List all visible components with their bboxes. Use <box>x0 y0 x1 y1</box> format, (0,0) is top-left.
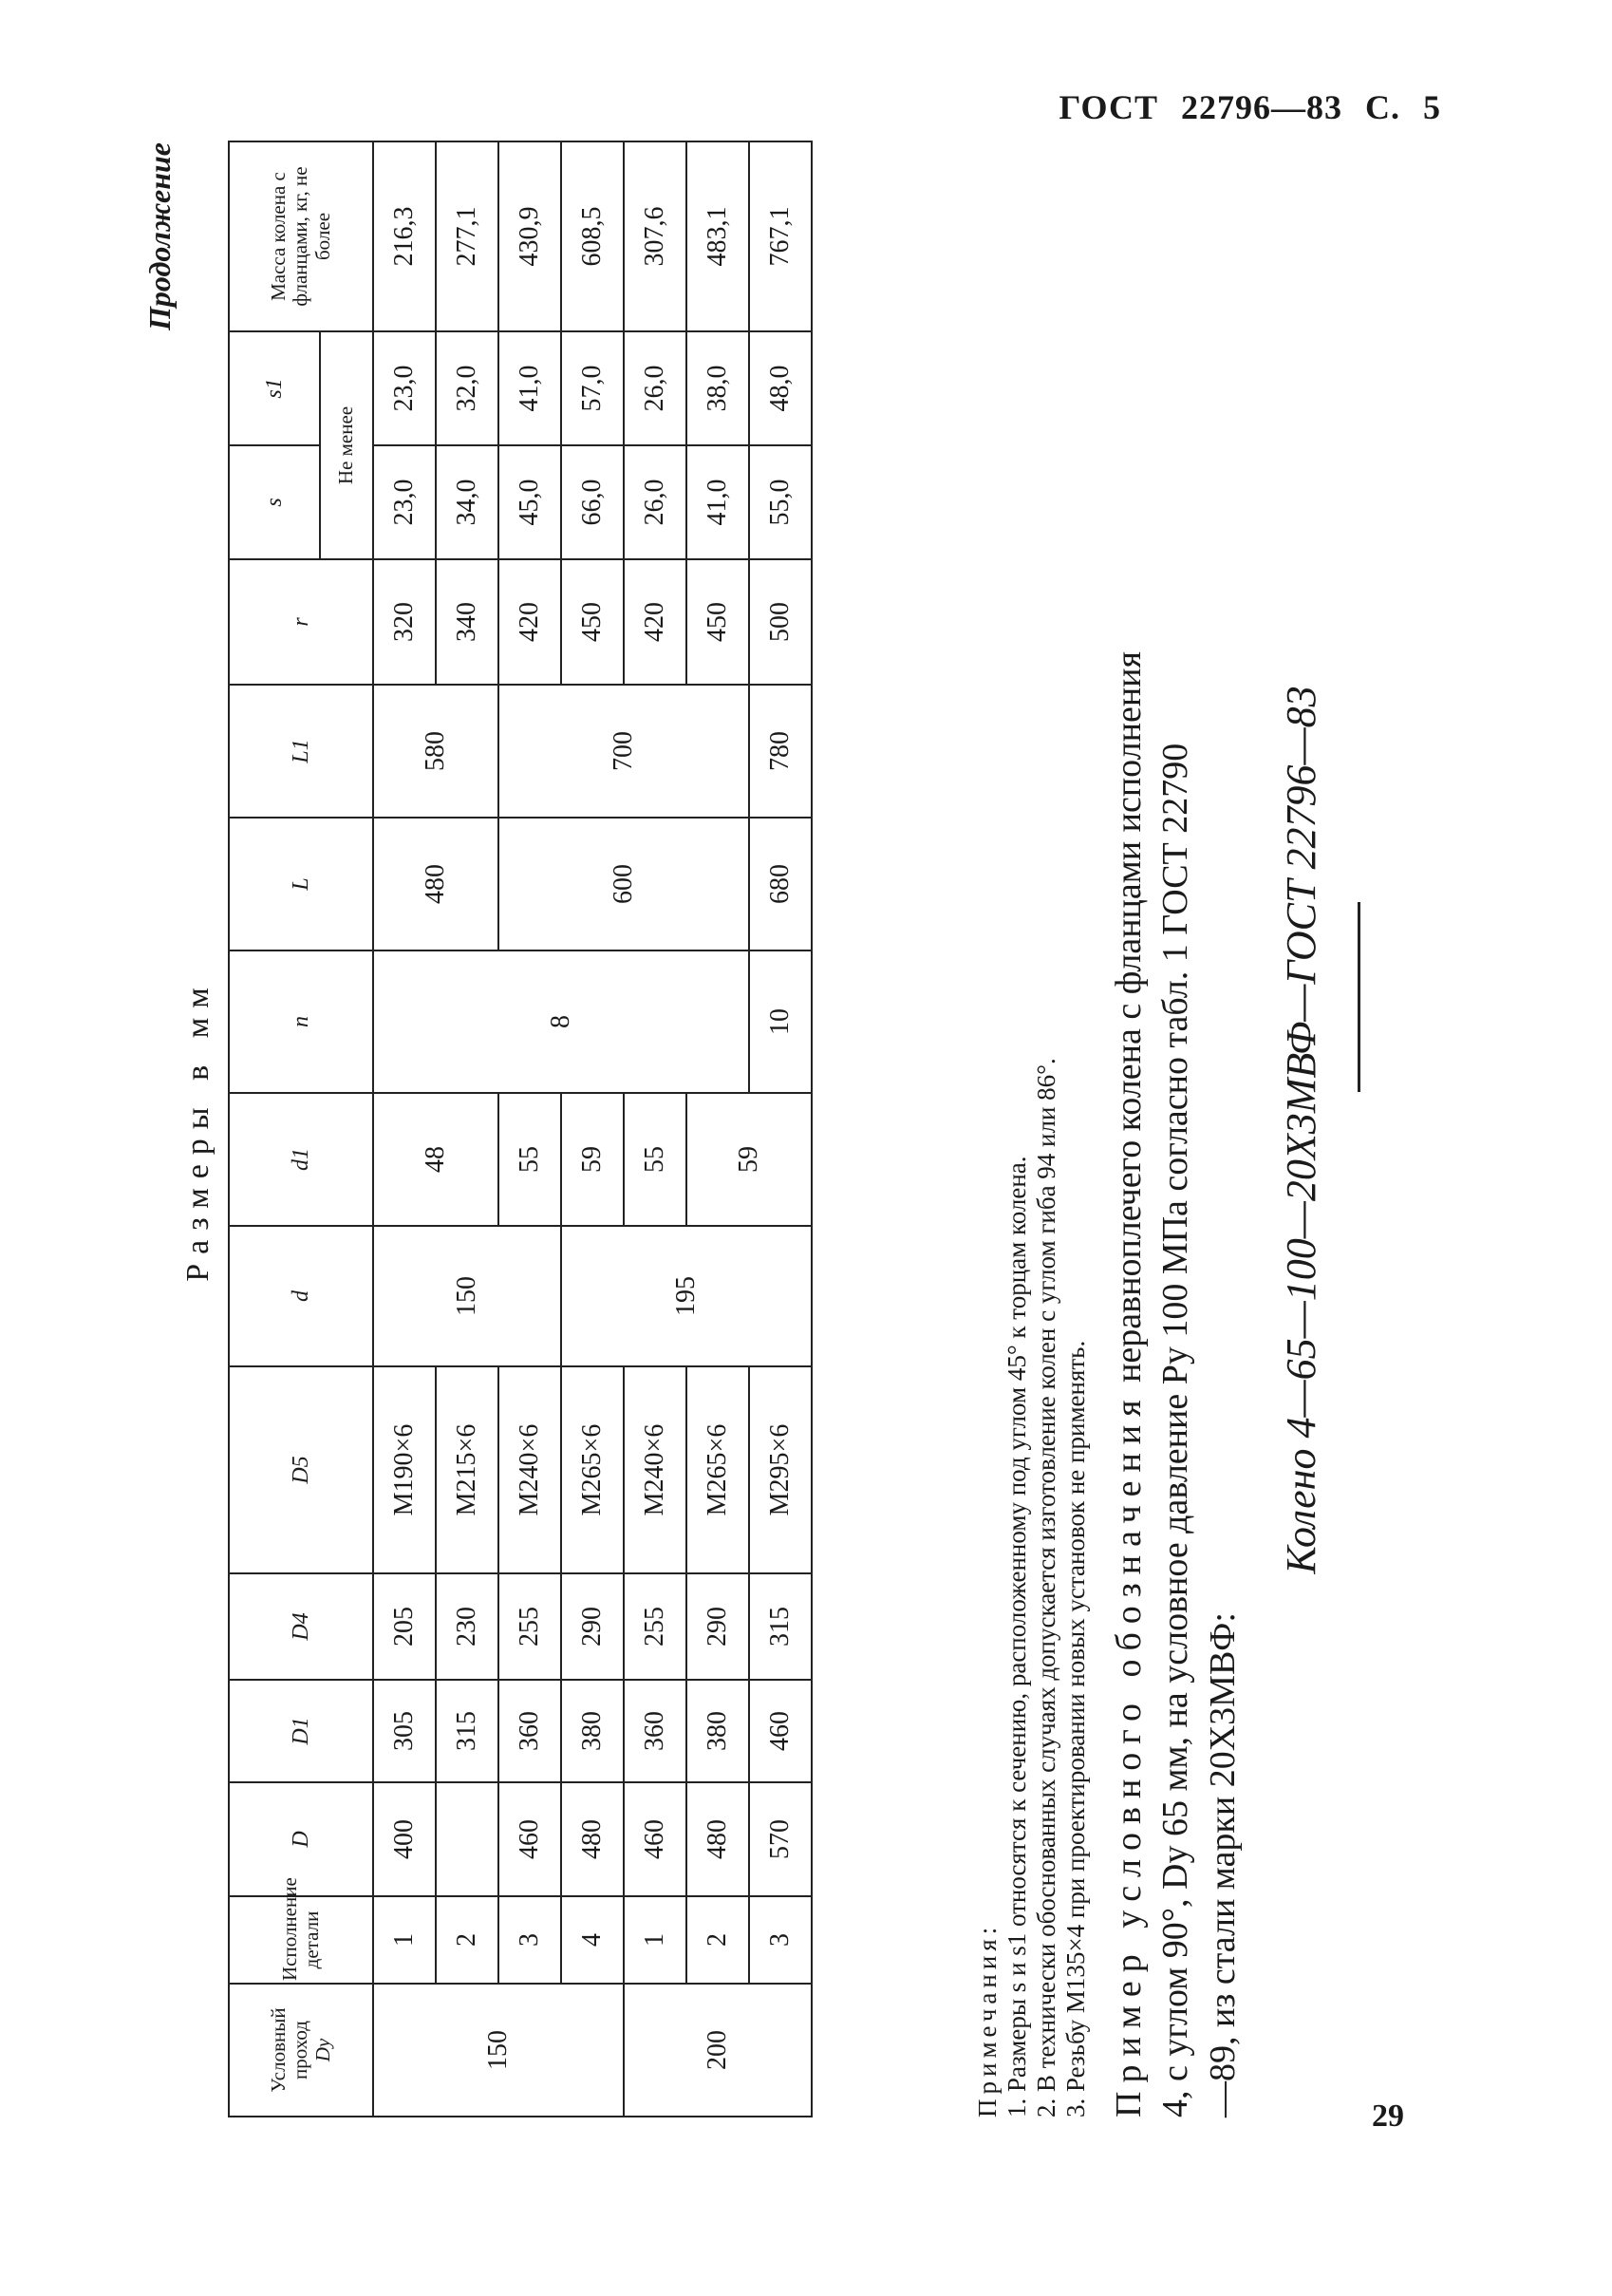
cell-dy-200: 200 <box>624 1984 812 2117</box>
cell-D1: 460 <box>749 1680 812 1782</box>
header-not-less: Не менее <box>320 331 373 559</box>
note-item: 1. Размеры s и s1 относятся к сечению, расположенному под углом 45° к торцам колена. <box>1003 1156 1032 2117</box>
cell-D5: M295×6 <box>749 1366 812 1573</box>
rotated-content <box>142 142 1405 2117</box>
cell-r: 420 <box>624 559 686 685</box>
cell-L1-580: 580 <box>373 685 498 818</box>
cell-D4: 255 <box>624 1573 686 1680</box>
cell-d1-55: 55 <box>498 1093 561 1226</box>
cell-mass: 430,9 <box>498 141 561 331</box>
cell-D5: M240×6 <box>624 1366 686 1573</box>
header-s1: s1 <box>229 331 320 445</box>
cell-n-10: 10 <box>749 950 812 1093</box>
cell-L-480: 480 <box>373 818 498 950</box>
cell-exec: 1 <box>624 1896 686 1984</box>
cell-n-8: 8 <box>373 950 749 1093</box>
cell-D4: 230 <box>436 1573 498 1680</box>
header-page: 5 <box>1423 88 1441 126</box>
header-D5: D5 <box>229 1366 373 1573</box>
continuation-label: Продолжение <box>142 142 177 330</box>
cell-s1: 38,0 <box>686 331 749 445</box>
cell-D5: M265×6 <box>561 1366 624 1573</box>
cell-mass: 307,6 <box>624 141 686 331</box>
cell-D1: 360 <box>624 1680 686 1782</box>
header-dy-label: Условный проход <box>267 2007 312 2093</box>
cell-exec: 1 <box>373 1896 436 1984</box>
dimensions-title: Размеры в мм <box>180 978 216 1282</box>
cell-D5: M240×6 <box>498 1366 561 1573</box>
cell-d-150: 150 <box>373 1226 561 1366</box>
notes-block <box>973 142 1091 2117</box>
cell-d1-59: 59 <box>561 1093 624 1226</box>
header-s: s <box>229 445 320 559</box>
cell-mass: 767,1 <box>749 141 812 331</box>
header-D1: D1 <box>229 1680 373 1782</box>
example-line-1 <box>1106 142 1153 2117</box>
cell-D4: 255 <box>498 1573 561 1680</box>
cell-r: 320 <box>373 559 436 685</box>
example-block <box>1106 142 1246 2117</box>
cell-exec: 2 <box>686 1896 749 1984</box>
note-item: 3. Резьбу M135×4 при проектировании новых установок не применять. <box>1061 1340 1091 2117</box>
cell-D: 460 <box>624 1782 686 1896</box>
cell-D4: 290 <box>561 1573 624 1680</box>
cell-dy-150: 150 <box>373 1984 624 2117</box>
header-D4: D4 <box>229 1573 373 1680</box>
page-number: 29 <box>1372 2098 1404 2134</box>
header-dy <box>229 1984 373 2117</box>
cell-D: 480 <box>561 1782 624 1896</box>
cell-D1: 380 <box>561 1680 624 1782</box>
cell-exec: 3 <box>749 1896 812 1984</box>
header-D: D <box>229 1782 373 1896</box>
table-row <box>561 141 624 2117</box>
cell-D4: 290 <box>686 1573 749 1680</box>
cell-mass: 483,1 <box>686 141 749 331</box>
cell-s: 66,0 <box>561 445 624 559</box>
cell-exec: 4 <box>561 1896 624 1984</box>
header-d: d <box>229 1226 373 1366</box>
cell-s: 23,0 <box>373 445 436 559</box>
header-L1: L1 <box>229 685 373 818</box>
cell-D1: 360 <box>498 1680 561 1782</box>
example-text-2: 4, с углом 90°, Dу 65 мм, на условное давление Pу 100 МПа согласно табл. 1 ГОСТ 22790 <box>1155 743 1196 2117</box>
cell-D1: 315 <box>436 1680 498 1782</box>
cell-s1: 41,0 <box>498 331 561 445</box>
header-page-label: С. <box>1365 88 1400 126</box>
cell-D4: 315 <box>749 1573 812 1680</box>
cell-D1: 305 <box>373 1680 436 1782</box>
divider-rule <box>1358 902 1360 1092</box>
cell-s: 34,0 <box>436 445 498 559</box>
cell-mass: 277,1 <box>436 141 498 331</box>
example-text-1: неравноплечего колена с фланцами исполнения <box>1109 651 1149 1383</box>
cell-D4: 205 <box>373 1573 436 1680</box>
cell-D: 570 <box>749 1782 812 1896</box>
cell-s1: 26,0 <box>624 331 686 445</box>
cell-s1: 23,0 <box>373 331 436 445</box>
table-row <box>686 141 749 2117</box>
cell-r: 450 <box>561 559 624 685</box>
header-standard: ГОСТ <box>1059 88 1158 126</box>
note-item: 2. В технически обоснованных случаях допускается изготовление колен с углом гиба 94 или 86°. <box>1032 1058 1061 2117</box>
cell-L-680: 680 <box>749 818 812 950</box>
table-row <box>373 141 436 2117</box>
cell-s1: 57,0 <box>561 331 624 445</box>
cell-s: 41,0 <box>686 445 749 559</box>
cell-D5: M190×6 <box>373 1366 436 1573</box>
header-L: L <box>229 818 373 950</box>
cell-D1: 380 <box>686 1680 749 1782</box>
header-d1: d1 <box>229 1093 373 1226</box>
cell-L1-780: 780 <box>749 685 812 818</box>
cell-s1: 32,0 <box>436 331 498 445</box>
cell-r: 420 <box>498 559 561 685</box>
cell-D: 400 <box>373 1782 436 1896</box>
header-execution: Исполнение детали <box>229 1896 373 1984</box>
cell-d-195: 195 <box>561 1226 812 1366</box>
cell-D <box>436 1782 498 1896</box>
page-header <box>1059 87 1441 127</box>
header-r: r <box>229 559 373 685</box>
cell-D: 480 <box>686 1782 749 1896</box>
cell-d1-55: 55 <box>624 1093 686 1226</box>
table-row <box>498 141 561 2117</box>
cell-r: 500 <box>749 559 812 685</box>
cell-d1-48: 48 <box>373 1093 498 1226</box>
cell-mass: 608,5 <box>561 141 624 331</box>
header-number: 22796—83 <box>1181 88 1342 126</box>
cell-s1: 48,0 <box>749 331 812 445</box>
cell-r: 340 <box>436 559 498 685</box>
cell-s: 55,0 <box>749 445 812 559</box>
cell-L1-700: 700 <box>498 685 749 818</box>
cell-mass: 216,3 <box>373 141 436 331</box>
cell-exec: 3 <box>498 1896 561 1984</box>
header-mass: Масса колена с фланцами, кг, не более <box>229 141 373 331</box>
notes-title: Примечания: <box>973 1922 1002 2117</box>
cell-D5: M215×6 <box>436 1366 498 1573</box>
cell-exec: 2 <box>436 1896 498 1984</box>
header-dy-symbol: Dу <box>310 2038 334 2062</box>
cell-d1-59: 59 <box>686 1093 812 1226</box>
table-row <box>624 141 686 2117</box>
cell-D: 460 <box>498 1782 561 1896</box>
dimensions-table <box>228 141 813 2117</box>
cell-s: 45,0 <box>498 445 561 559</box>
header-n: n <box>229 950 373 1093</box>
cell-L-600: 600 <box>498 818 749 950</box>
cell-r: 450 <box>686 559 749 685</box>
example-lead: Пример условного обозначения <box>1109 1391 1149 2117</box>
designation-example: Колено 4—65—100—20Х3МВФ—ГОСТ 22796—83 <box>1278 686 1324 1574</box>
example-text-3: —89, из стали марки 20Х3МВФ: <box>1202 1612 1243 2117</box>
cell-s: 26,0 <box>624 445 686 559</box>
cell-D5: M265×6 <box>686 1366 749 1573</box>
